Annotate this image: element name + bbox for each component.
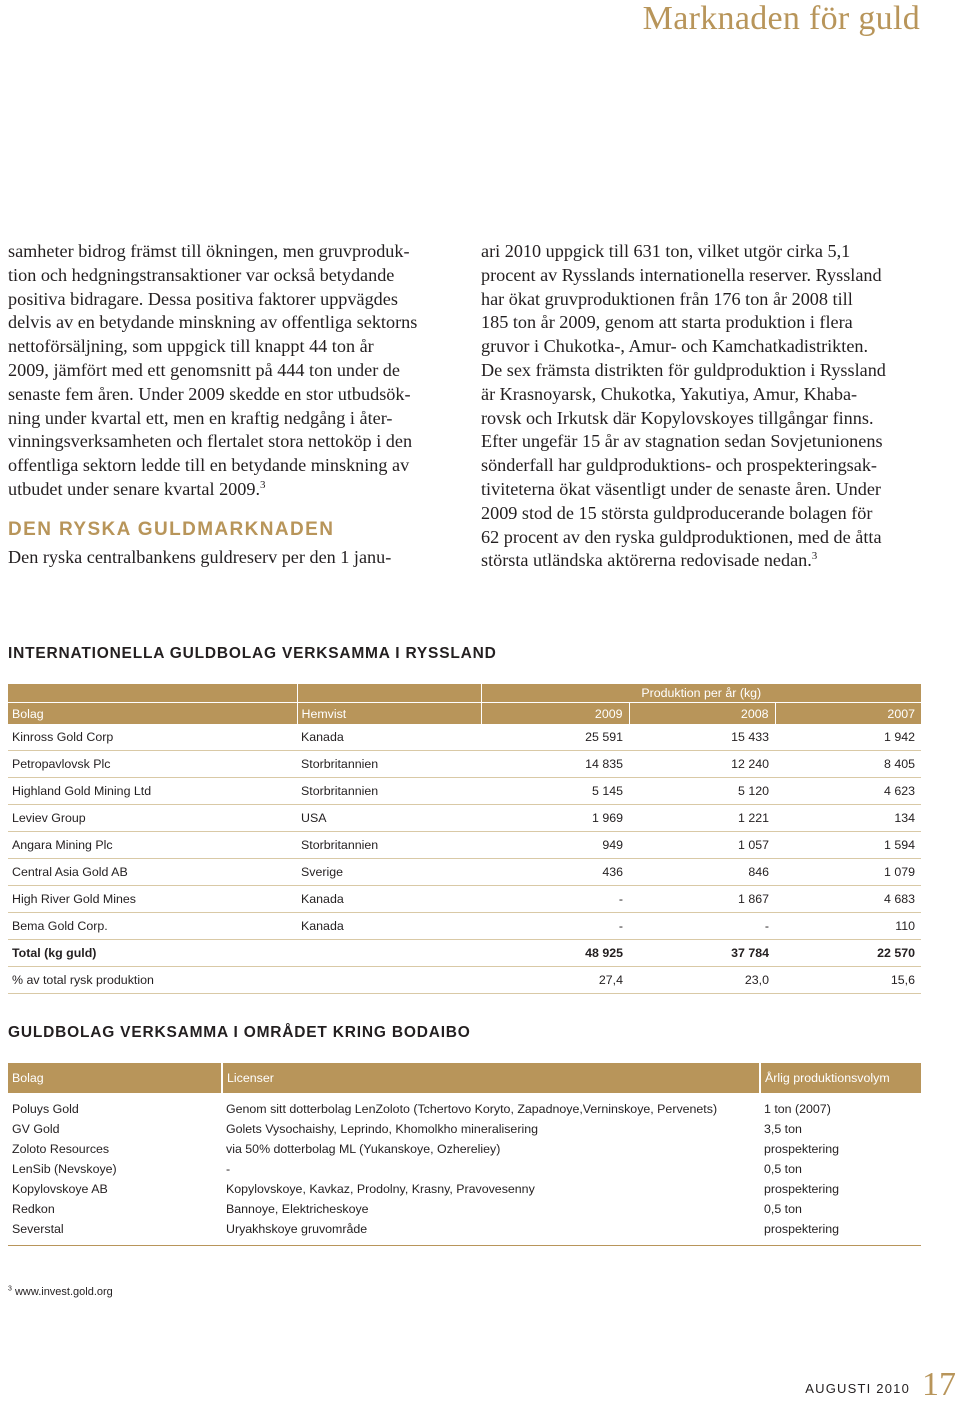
left-paragraph-1 [8,240,440,502]
table-row [8,1139,921,1159]
table-row [8,1093,921,1119]
section-heading-russian-gold-market: DEN RYSKA GULDMARKNADEN [8,518,335,540]
table-cell: 4 623 [775,778,921,805]
table1-header-row-1 [8,684,921,703]
text-line: sönderfall har guldproduktions- och prospekteringsak- [481,455,877,476]
table-cell: 1 057 [629,832,775,859]
text-line: Den ryska centralbankens guldreserv per den 1 janu- [8,546,392,567]
table-cell: High River Gold Mines [8,886,297,913]
page-number: 17 [922,1366,956,1403]
table-cell: Petropavlovsk Plc [8,751,297,778]
percent-row [8,967,921,994]
left-column [8,240,440,570]
table-cell: via 50% dotterbolag ML (Yukanskoye, Ozhereliey) [226,1142,501,1156]
table-cell: Kanada [297,913,481,940]
col-header-company: Bolag [8,703,297,725]
table-cell: 1 867 [629,886,775,913]
table-cell: Redkon [12,1202,55,1216]
text-line: gruvor i Chukotka-, Amur- och Kamchatkadistrikten. [481,336,869,357]
col-header-2009: 2009 [481,703,629,725]
table-cell: Sverige [297,859,481,886]
table-cell: 1 594 [775,832,921,859]
table-cell: 0,5 ton [764,1202,802,1216]
col-header-2008: 2008 [629,703,775,725]
table-cell [297,940,481,967]
table-cell: - [481,913,629,940]
table-cell: 12 240 [629,751,775,778]
table-cell: 15 433 [629,724,775,751]
table-cell: Severstal [8,1219,222,1246]
table-cell: 1 942 [775,724,921,751]
table-cell: 846 [629,859,775,886]
table-cell: 1 ton (2007) [764,1102,831,1116]
right-column [481,240,921,573]
international-gold-companies-table [8,684,921,994]
table-cell: 22 570 [775,940,921,967]
table-cell: Bannoye, Elektricheskoye [226,1202,369,1216]
table-cell: 3,5 ton [764,1122,802,1136]
table-cell: Storbritannien [297,832,481,859]
table-cell: 1 969 [481,805,629,832]
col-header-company: Bolag [8,1063,222,1093]
table-cell: 4 683 [775,886,921,913]
table-cell: 5 120 [629,778,775,805]
text-line: utbudet under senare kvartal 2009. [8,478,261,499]
text-line: delvis av en betydande minskning av offentliga sektorns [8,312,418,333]
bodaibo-gold-companies-table [8,1063,921,1246]
table-cell: Kopylovskoye, Kavkaz, Prodolny, Krasny, Pravovesenny [226,1182,535,1196]
total-row [8,940,921,967]
table-cell: prospektering [764,1182,840,1196]
text-line: senaste fem åren. Under 2009 skedde en stor utbudsök- [8,383,411,404]
table-row [8,886,921,913]
footer-month: AUGUSTI 2010 [805,1381,910,1396]
table-cell: 436 [481,859,629,886]
production-header: Produktion per år (kg) [481,684,921,703]
table-cell: Kinross Gold Corp [8,724,297,751]
text-line: ning under kvartal ett, men en kraftig nedgång i åter- [8,407,393,428]
table-cell: Kanada [297,724,481,751]
header-cell-blank [297,684,481,703]
table1-header-row-2 [8,703,921,725]
text-line: är Krasnoyarsk, Chukotka, Yakutiya, Amur, Khaba- [481,383,858,404]
page-title: Marknaden för guld [642,0,920,37]
table-cell: 0,5 ton [764,1162,802,1176]
table-cell: Kanada [297,886,481,913]
text-line: tiviteterna ökat väsentligt under de senaste åren. Under [481,478,881,499]
table-row [8,1159,921,1179]
text-line: positiva bidragare. Dessa positiva faktorer uppvägdes [8,288,398,309]
text-line: största utländska aktörerna redovisade nedan. [481,550,812,571]
text-line: procent av Rysslands internationella reserver. Ryssland [481,264,882,285]
right-paragraph [481,240,921,573]
table-cell: Golets Vysochaishy, Leprindo, Khomolkho mineralisering [226,1122,538,1136]
table-cell: Central Asia Gold AB [8,859,297,886]
table-cell: prospektering [764,1142,840,1156]
table-cell: 25 591 [481,724,629,751]
table-cell: Bema Gold Corp. [8,913,297,940]
col-header-2007: 2007 [775,703,921,725]
table-cell: 110 [775,913,921,940]
table-row [8,1219,921,1246]
table-row [8,1179,921,1199]
text-line: De sex främsta distrikten för guldproduktion i Ryssland [481,359,886,380]
text-line: ari 2010 uppgick till 631 ton, vilket utgör cirka 5,1 [481,241,851,261]
col-header-annual-volume: Årlig produktionsvolym [760,1063,921,1093]
table-cell: Zoloto Resources [12,1142,110,1156]
table2-title: GULDBOLAG VERKSAMMA I OMRÅDET KRING BODAIBO [8,1024,471,1041]
table-cell: Total (kg guld) [8,940,297,967]
table-cell: 1 079 [775,859,921,886]
table-cell [297,967,481,994]
footnote-link[interactable]: www.invest.gold.org [14,1286,113,1298]
text-line: offentliga sektorn ledde till en betydande minskning av [8,455,410,476]
text-line: 185 ton år 2009, genom att starta produktion i flera [481,312,853,333]
table-cell: GV Gold [12,1122,60,1136]
footnote [8,1286,113,1298]
col-header-domicile: Hemvist [297,703,481,725]
table-row [8,805,921,832]
table-row [8,913,921,940]
table-cell: - [481,886,629,913]
table-row [8,859,921,886]
table1-title: INTERNATIONELLA GULDBOLAG VERKSAMMA I RYSSLAND [8,645,497,662]
footnote-ref: 3 [811,550,818,563]
table-cell: prospektering [760,1219,921,1246]
text-line: 62 procent av den ryska guldproduktionen, med de åtta [481,526,882,547]
table-cell: 14 835 [481,751,629,778]
text-line: samheter bidrog främst till ökningen, men gruvproduk- [8,241,410,261]
text-line: tion och hedgningstransaktioner var också betydande [8,264,395,285]
text-line: 2009, jämfört med ett genomsnitt på 444 ton under de [8,359,400,380]
table-cell: 8 405 [775,751,921,778]
footnote-number: 3 [8,1285,12,1293]
table-cell: Genom sitt dotterbolag LenZoloto (Tchertovo Koryto, Zapadnoye,Verninskoye, Pervenets) [226,1102,718,1116]
table-cell: 27,4 [481,967,629,994]
table-cell: % av total rysk produktion [8,967,297,994]
table-cell: Highland Gold Mining Ltd [8,778,297,805]
table-cell: Storbritannien [297,778,481,805]
footnote-ref: 3 [260,478,266,491]
table-cell: Angara Mining Plc [8,832,297,859]
col-header-licenses: Licenser [222,1063,760,1093]
table-cell: 5 145 [481,778,629,805]
table-cell: LenSib (Nevskoye) [12,1162,117,1176]
table-cell: 949 [481,832,629,859]
table-cell: - [226,1162,231,1176]
table-row [8,832,921,859]
table-cell: 134 [775,805,921,832]
table-cell: 1 221 [629,805,775,832]
table-cell: Storbritannien [297,751,481,778]
table-cell: Leviev Group [8,805,297,832]
left-paragraph-2 [8,546,440,570]
table2-header-row [8,1063,921,1093]
table-row [8,778,921,805]
table-cell: 23,0 [629,967,775,994]
table-cell: Uryakhskoye gruvområde [222,1219,760,1246]
table-cell: Poluys Gold [12,1102,79,1116]
header-cell-blank [8,684,297,703]
table-row [8,1119,921,1139]
text-line: har ökat gruvproduktionen från 176 ton år 2008 till [481,288,853,309]
table-cell: 48 925 [481,940,629,967]
text-line: vinningsverksamheten och flertalet stora nettoköp i den [8,431,413,452]
table-row [8,724,921,751]
table-cell: 37 784 [629,940,775,967]
table-cell: 15,6 [775,967,921,994]
text-line: rovsk och Irkutsk där Kopylovskoyes tillgångar finns. [481,407,874,428]
table-cell: - [629,913,775,940]
text-line: nettoförsäljning, som uppgick till knappt 44 ton år [8,336,374,357]
table-cell: USA [297,805,481,832]
text-line: Efter ungefär 15 år av stagnation sedan Sovjetunionens [481,431,883,452]
table-cell: Kopylovskoye AB [12,1182,108,1196]
table-row [8,751,921,778]
text-line: 2009 stod de 15 största guldproducerande bolagen för [481,502,873,523]
table-row [8,1199,921,1219]
